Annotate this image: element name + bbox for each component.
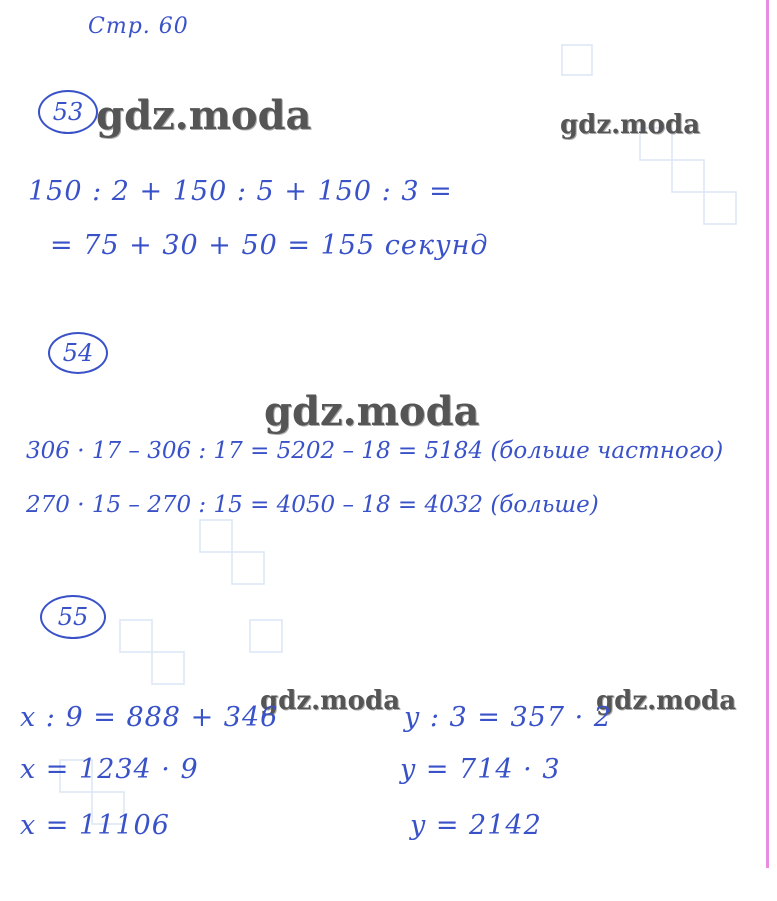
task-number-55: 55 bbox=[40, 595, 106, 639]
watermark: gdz.moda bbox=[264, 388, 480, 435]
task-number-54: 54 bbox=[48, 332, 108, 374]
task-54-line-1: 306 · 17 – 306 : 17 = 5202 – 18 = 5184 (больше частного) bbox=[26, 438, 724, 464]
task-55-x-line-3: x = 11106 bbox=[20, 810, 170, 841]
task-55-y-line-3: y = 2142 bbox=[410, 810, 542, 841]
watermark: gdz.moda bbox=[260, 686, 401, 716]
task-53-line-2: = 75 + 30 + 50 = 155 секунд bbox=[50, 230, 489, 261]
task-55-x-line-2: x = 1234 · 9 bbox=[20, 754, 199, 785]
task-number-53: 53 bbox=[38, 90, 98, 134]
page-margin-line bbox=[766, 0, 769, 868]
task-55-y-line-1: y : 3 = 357 · 2 bbox=[404, 702, 612, 733]
watermark: gdz.moda bbox=[96, 92, 312, 139]
task-55-y-line-2: y = 714 · 3 bbox=[400, 754, 561, 785]
task-55-x-line-1: x : 9 = 888 + 346 bbox=[20, 702, 279, 733]
page-header: Стр. 60 bbox=[88, 14, 189, 39]
task-53-line-1: 150 : 2 + 150 : 5 + 150 : 3 = bbox=[28, 176, 453, 207]
watermark: gdz.moda bbox=[560, 110, 701, 140]
watermark: gdz.moda bbox=[596, 686, 737, 716]
task-54-line-2: 270 · 15 – 270 : 15 = 4050 – 18 = 4032 (больше) bbox=[26, 492, 599, 518]
